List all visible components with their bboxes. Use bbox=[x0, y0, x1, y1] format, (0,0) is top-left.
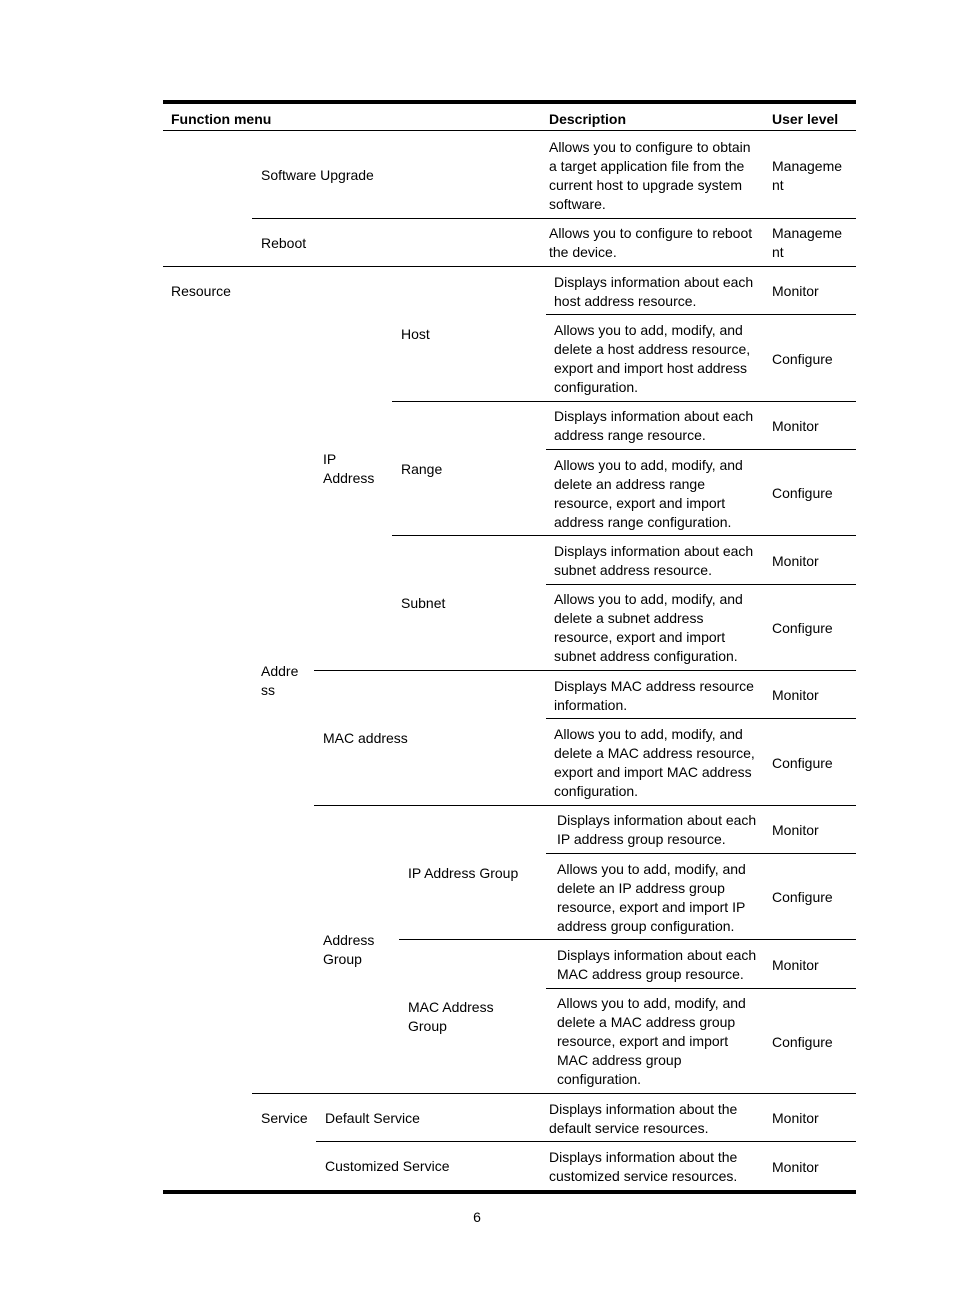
mac-address-group-label: MAC Address Group bbox=[408, 999, 494, 1034]
service-label: Service bbox=[261, 1110, 308, 1126]
software-upgrade-level: Manageme nt bbox=[772, 158, 843, 193]
row-divider bbox=[546, 449, 856, 450]
ip-address-group-monitor-description: Displays information about each IP address group resource. bbox=[557, 812, 757, 847]
subnet-label: Subnet bbox=[401, 595, 446, 611]
row-divider bbox=[252, 1093, 856, 1094]
header-function-menu: Function menu bbox=[171, 111, 272, 127]
host-label: Host bbox=[401, 326, 430, 342]
row-divider bbox=[546, 853, 856, 854]
subnet-configure-description: Allows you to add, modify, and delete a subnet address resource, export and import subnet address configuration. bbox=[554, 591, 743, 664]
ip-address-group-configure-description: Allows you to add, modify, and delete an IP address group resource, export and import IP address group configuration. bbox=[557, 861, 746, 934]
mac-address-group-monitor-description: Displays information about each MAC address group resource. bbox=[557, 947, 757, 982]
mac-address-group-configure-level: Configure bbox=[772, 1034, 833, 1050]
software-upgrade-label: Software Upgrade bbox=[261, 167, 374, 183]
row-divider bbox=[546, 314, 856, 315]
ip-address-label: IP Address bbox=[323, 451, 375, 486]
row-divider bbox=[546, 584, 856, 585]
reboot-label: Reboot bbox=[261, 235, 307, 251]
range-monitor-description: Displays information about each address range resource. bbox=[554, 408, 754, 443]
range-label: Range bbox=[401, 461, 443, 477]
mac-address-monitor-level: Monitor bbox=[772, 687, 819, 703]
default-service-description: Displays information about the default service resources. bbox=[549, 1101, 738, 1136]
ip-address-group-configure-level: Configure bbox=[772, 889, 833, 905]
mac-address-group-configure-description: Allows you to add, modify, and delete a MAC address group resource, export and import MAC address group configuration. bbox=[557, 995, 746, 1087]
table-top-rule bbox=[163, 100, 856, 104]
row-divider bbox=[314, 805, 856, 806]
default-service-label: Default Service bbox=[325, 1110, 420, 1126]
resource-label: Resource bbox=[171, 283, 231, 299]
mac-address-monitor-description: Displays MAC address resource information. bbox=[554, 678, 754, 713]
subnet-monitor-level: Monitor bbox=[772, 553, 819, 569]
row-divider bbox=[316, 1141, 856, 1142]
mac-address-group-monitor-level: Monitor bbox=[772, 957, 819, 973]
page-number: 6 bbox=[473, 1209, 481, 1225]
table-bottom-rule bbox=[163, 1190, 856, 1194]
mac-address-configure-description: Allows you to add, modify, and delete a MAC address resource, export and import MAC address configuration. bbox=[554, 726, 755, 799]
host-configure-level: Configure bbox=[772, 351, 833, 367]
row-divider bbox=[392, 535, 856, 536]
row-divider bbox=[252, 218, 856, 219]
row-divider bbox=[163, 266, 856, 267]
ip-address-group-monitor-level: Monitor bbox=[772, 822, 819, 838]
subnet-configure-level: Configure bbox=[772, 620, 833, 636]
row-divider bbox=[546, 988, 856, 989]
range-monitor-level: Monitor bbox=[772, 418, 819, 434]
software-upgrade-description: Allows you to configure to obtain a target application file from the current host to upgrade system software. bbox=[549, 139, 751, 212]
mac-address-configure-level: Configure bbox=[772, 755, 833, 771]
customized-service-label: Customized Service bbox=[325, 1158, 450, 1174]
range-configure-description: Allows you to add, modify, and delete an address range resource, export and import address range configuration. bbox=[554, 457, 743, 530]
customized-service-level: Monitor bbox=[772, 1159, 819, 1175]
row-divider bbox=[399, 939, 856, 940]
row-divider bbox=[546, 718, 856, 719]
header-bottom-rule bbox=[163, 130, 856, 131]
row-divider bbox=[314, 670, 856, 671]
address-group-label: Address Group bbox=[323, 932, 375, 967]
row-divider bbox=[392, 401, 856, 402]
header-description: Description bbox=[549, 111, 627, 127]
header-user-level: User level bbox=[772, 111, 839, 127]
subnet-monitor-description: Displays information about each subnet address resource. bbox=[554, 543, 754, 578]
reboot-level: Manageme nt bbox=[772, 225, 843, 260]
customized-service-description: Displays information about the customized service resources. bbox=[549, 1149, 738, 1184]
reboot-description: Allows you to configure to reboot the device. bbox=[549, 225, 753, 260]
mac-address-label: MAC address bbox=[323, 730, 408, 746]
default-service-level: Monitor bbox=[772, 1110, 819, 1126]
host-monitor-description: Displays information about each host address resource. bbox=[554, 274, 754, 309]
address-label: Addre ss bbox=[261, 663, 299, 698]
ip-address-group-label: IP Address Group bbox=[408, 865, 519, 881]
host-monitor-level: Monitor bbox=[772, 283, 819, 299]
host-configure-description: Allows you to add, modify, and delete a host address resource, export and import host address configuration. bbox=[554, 322, 751, 395]
range-configure-level: Configure bbox=[772, 485, 833, 501]
